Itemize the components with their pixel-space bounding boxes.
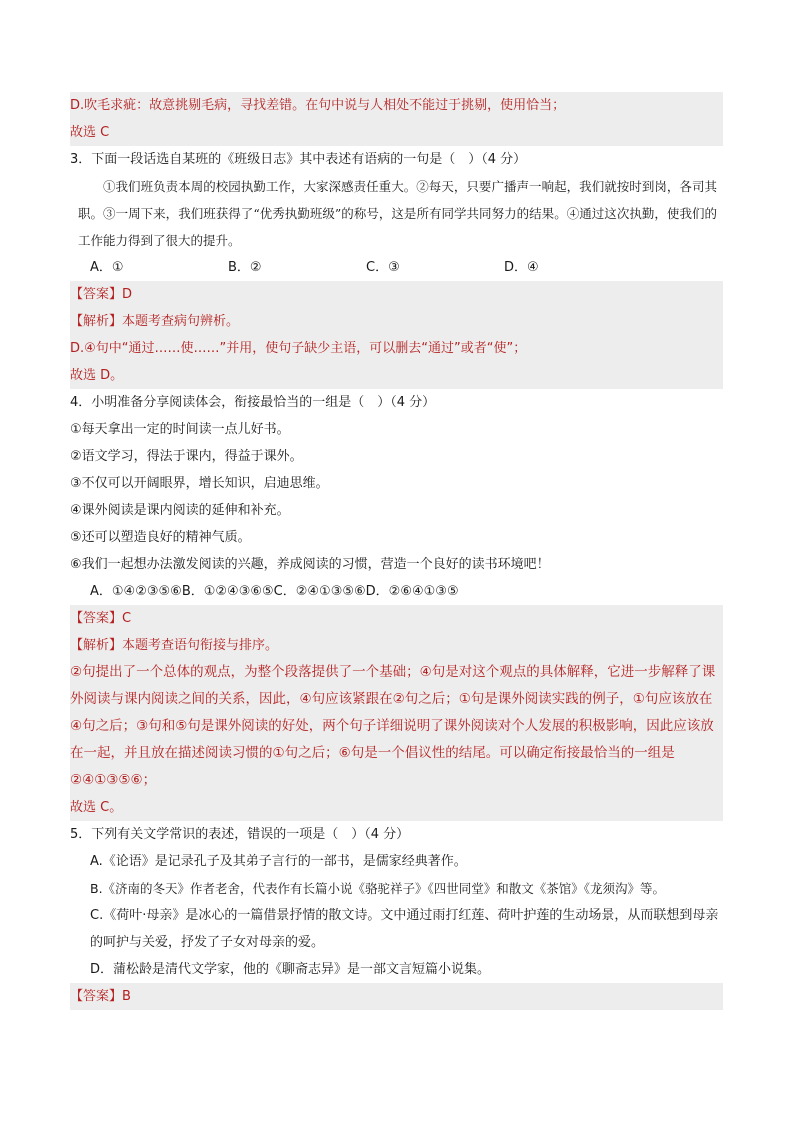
q4-analysis: 【解析】本题考查语句衔接与排序。 [70, 632, 723, 659]
q4-options: A．①④②③⑤⑥B．①②④③⑥⑤C．②④①③⑤⑥D．②⑥④①③⑤ [90, 584, 459, 599]
q3-analysis: 【解析】本题考查病句辨析。 [70, 308, 723, 335]
q4-sentence-6: ⑥我们一起想办法激发阅读的兴趣，养成阅读的习惯，营造一个良好的读书环境吧！ [70, 557, 550, 572]
q3-option-d: D．④ [504, 260, 539, 275]
q5-option-a: A.《论语》是记录孔子及其弟子言行的一部书，是儒家经典著作。 [90, 854, 467, 869]
q3-options [70, 254, 723, 281]
q5-answer-label: 【答案】 [70, 989, 123, 1004]
q3-detail: D.④句中“通过……使……”并用，使句子缺少主语，可以删去“通过”或者“使”； [70, 335, 723, 362]
q5-answer [70, 983, 723, 1010]
q4-conclusion: 故选 C。 [70, 794, 723, 821]
q2-conclusion: 故选 C [70, 119, 723, 146]
q4-answer-value: C [122, 611, 132, 626]
q3-option-a: A．① [90, 260, 124, 275]
q5-answer-value: B [122, 989, 131, 1004]
q5-option-d: D．蒲松龄是清代文学家，他的《聊斋志异》是一部文言短篇小说集。 [90, 962, 491, 977]
q5-option-b: B.《济南的冬天》作者老舍，代表作有长篇小说《骆驼祥子》《四世同堂》和散文《茶馆》《龙须沟》等。 [90, 881, 666, 896]
q5-option-c: C.《荷叶·母亲》是冰心的一篇借景抒情的散文诗。文中通过雨打红莲、荷叶护莲的生动场景，从而联想到母亲的呵护与关爱，抒发了子女对母亲的爱。 [90, 908, 719, 950]
q4-sentence-3: ③不仅可以开阔眼界，增长知识，启迪思维。 [70, 476, 329, 491]
q4-sentence-2: ②语文学习，得法于课内，得益于课外。 [70, 449, 303, 464]
q3-passage: ①我们班负责本周的校园执勤工作，大家深感责任重大。②每天，只要广播声一响起，我们就按时到岗，各司其职。③一周下来，我们班获得了“优秀执勤班级”的称号，这是所有同学共同努力的结果。④通过这次执勤，使我们的工作能力得到了很大的提升。 [78, 179, 717, 248]
q4-answer-label: 【答案】 [70, 611, 123, 626]
q3-stem: 3．下面一段话选自某班的《班级日志》其中表述有语病的一句是（ ）（4 分） [70, 152, 527, 167]
q4-sentence-5: ⑤还可以塑造良好的精神气质。 [70, 530, 251, 545]
q3-answer: 【答案】D [70, 281, 723, 308]
q4-detail: ②句提出了一个总体的观点，为整个段落提供了一个基础；④句是对这个观点的具体解释，它进一步解释了课外阅读与课内阅读之间的关系，因此，④句应该紧跟在②句之后；①句是课外阅读实践的例子，①句应该放在④句之后；③句和⑤句是课外阅读的好处，两个句子详细说明了课外阅读对个人发展的积极影响，因此应该放在一起，并且放在描述阅读习惯的①句之后；⑥句是一个倡议性的结尾。可以确定衔接最恰当的一组是②④①③⑤⑥； [70, 659, 723, 794]
q4-stem: 4．小明准备分享阅读体会，衔接最恰当的一组是（ ）（4 分） [70, 395, 436, 410]
q5-stem: 5．下列有关文学常识的表述，错误的一项是（ ）（4 分） [70, 827, 410, 842]
q4-answer [70, 605, 723, 632]
q2-option-d-explanation: D.吹毛求疵：故意挑剔毛病，寻找差错。在句中说与人相处不能过于挑剔，使用恰当； [70, 92, 723, 119]
q3-option-c: C．③ [366, 260, 400, 275]
q4-sentence-4: ④课外阅读是课内阅读的延伸和补充。 [70, 503, 290, 518]
q3-conclusion: 故选 D。 [70, 362, 723, 389]
q4-sentence-1: ①每天拿出一定的时间读一点儿好书。 [70, 422, 290, 437]
q3-option-b: B．② [228, 260, 262, 275]
document-page [70, 92, 723, 1010]
